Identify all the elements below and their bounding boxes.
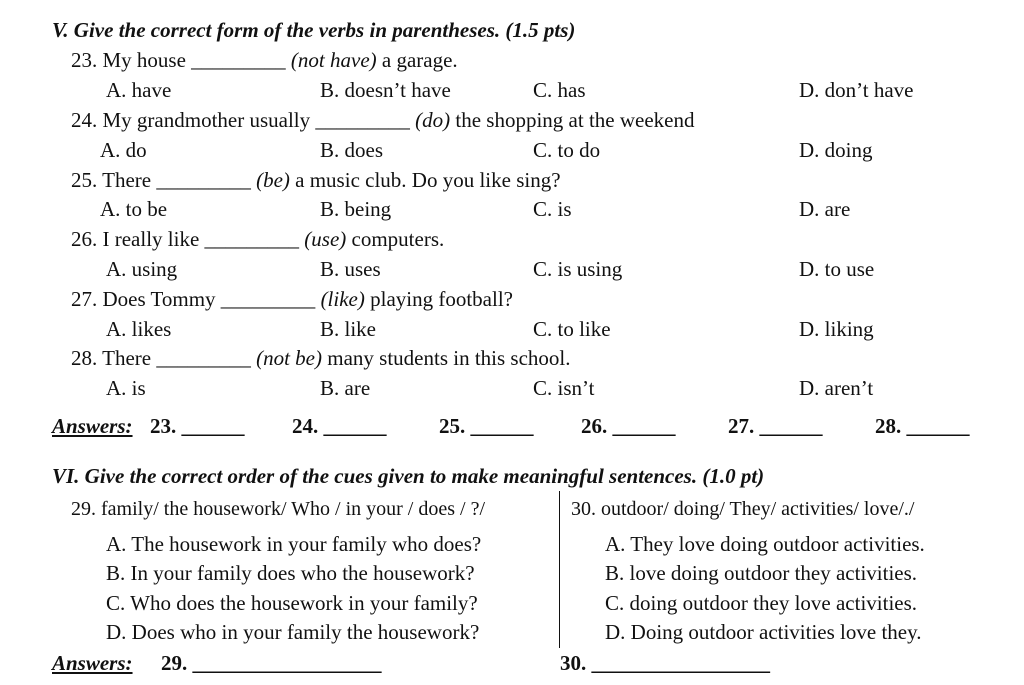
option-d: D. liking [799,317,874,341]
question-text-end: playing football? [364,287,513,311]
column-divider [559,491,560,648]
question-text-end: a music club. Do you like sing? [289,168,561,192]
question-text: 24. My grandmother usually _________ [71,108,416,132]
verb-cue: (not have) [290,48,377,72]
option-b: B. does [320,138,383,162]
option-c: C. is using [533,257,623,281]
q30-option-b: B. love doing outdoor they activities. [605,561,918,585]
q30-option-d: D. Doing outdoor activities love they. [605,620,922,644]
option-d: D. to use [799,257,875,281]
option-c: C. has [533,78,586,102]
answer-blank-28[interactable]: 28. ______ [875,414,970,438]
option-b: B. are [320,376,371,400]
question-27 [71,289,513,310]
answers-label: Answers: [52,414,133,438]
answer-blank-25[interactable]: 25. ______ [439,414,534,438]
option-b: B. being [320,197,392,221]
q29-option-b: B. In your family does who the housework? [106,561,475,585]
verb-cue: (use) [304,227,347,251]
question-text: 27. Does Tommy _________ [71,287,321,311]
question-text-end: computers. [346,227,445,251]
question-text-end: many students in this school. [322,346,571,370]
question-text: 26. I really like _________ [71,227,305,251]
answer-blank-26[interactable]: 26. ______ [581,414,676,438]
option-b: B. doesn’t have [320,78,451,102]
answers-label: Answers: [52,651,133,675]
q29-option-d: D. Does who in your family the housework? [106,620,480,644]
option-a: A. to be [100,197,168,221]
option-a: A. is [106,376,146,400]
question-24 [71,110,695,131]
question-text: 23. My house _________ [71,48,291,72]
answer-blank-27[interactable]: 27. ______ [728,414,823,438]
answer-blank-24[interactable]: 24. ______ [292,414,387,438]
option-c: C. isn’t [533,376,595,400]
verb-cue: (like) [320,287,365,311]
option-a: A. have [106,78,172,102]
question-text: 28. There _________ [71,346,257,370]
answer-blank-23[interactable]: 23. ______ [150,414,245,438]
q30-option-c: C. doing outdoor they love activities. [605,591,918,615]
answer-blank-29[interactable]: 29. __________________ [161,651,382,675]
verb-cue: (be) [256,168,290,192]
question-23 [71,50,458,71]
question-text-end: a garage. [376,48,458,72]
verb-cue: (do) [415,108,451,132]
question-26 [71,229,444,250]
option-d: D. don’t have [799,78,914,102]
question-text-end: the shopping at the weekend [450,108,695,132]
option-d: D. are [799,197,851,221]
verb-cue: (not be) [256,346,322,370]
option-a: A. do [100,138,147,162]
option-a: A. using [106,257,178,281]
question-29: 29. family/ the housework/ Who / in your / does / ?/ [71,498,486,520]
option-a: A. likes [106,317,172,341]
option-d: D. doing [799,138,873,162]
option-c: C. to like [533,317,611,341]
option-c: C. to do [533,138,601,162]
question-text: 25. There _________ [71,168,257,192]
answer-blank-30[interactable]: 30. _________________ [560,651,770,675]
q30-option-a: A. They love doing outdoor activities. [605,532,925,556]
question-28 [71,348,571,369]
section-vi-heading: VI. Give the correct order of the cues given to make meaningful sentences. (1.0 pt) [52,464,765,488]
section-v-heading: V. Give the correct form of the verbs in parentheses. (1.5 pts) [52,18,576,42]
q29-option-c: C. Who does the housework in your family? [106,591,478,615]
option-b: B. uses [320,257,381,281]
option-d: D. aren’t [799,376,874,400]
option-c: C. is [533,197,572,221]
question-25 [71,170,561,191]
q29-option-a: A. The housework in your family who does? [106,532,482,556]
question-30: 30. outdoor/ doing/ They/ activities/ love/./ [571,498,915,520]
option-b: B. like [320,317,376,341]
